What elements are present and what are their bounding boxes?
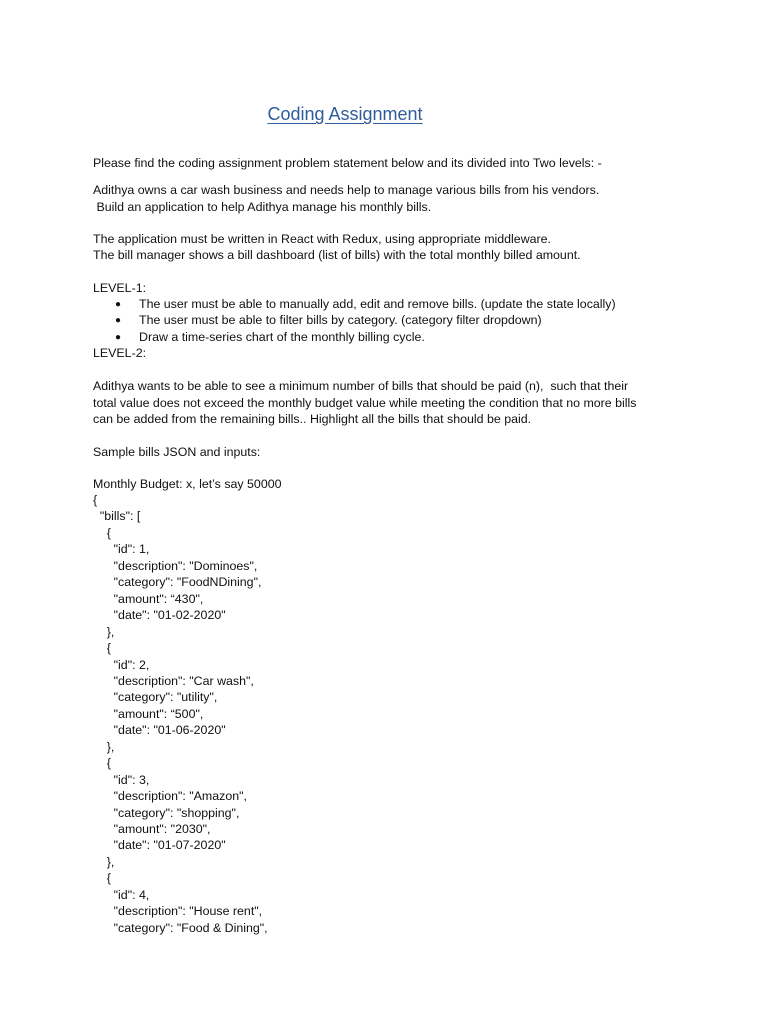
json-line: "amount": “500", [93,706,204,721]
json-line: "id": 1, [93,542,150,557]
json-line: "category": "Food & Dining", [93,920,268,935]
bullet-icon: ● [115,332,122,343]
json-line: "description": "Dominoes", [93,558,258,573]
level1-heading: LEVEL-1: [93,281,147,295]
json-line: "bills": [ [93,509,141,524]
json-line: { [93,641,111,656]
para2-line2: The bill manager shows a bill dashboard (list of bills) with the total monthly billed amount. [93,248,581,262]
level1-item-3: Draw a time-series chart of the monthly billing cycle. [139,330,425,344]
para2-line1: The application must be written in React with Redux, using appropriate middleware. [93,232,551,246]
json-line: "category": "utility", [93,690,218,705]
para1-line1: Adithya owns a car wash business and needs help to manage various bills from his vendors. [93,183,600,197]
para3-line3: can be added from the remaining bills.. Highlight all the bills that should be paid. [93,412,532,426]
json-line: }, [93,854,115,869]
json-line: "id": 2, [93,657,150,672]
bullet-icon: ● [115,299,122,310]
json-line: "id": 4, [93,887,150,902]
json-line: "description": "House rent", [93,904,263,919]
json-line: "date": "01-06-2020" [93,723,226,738]
document-title: Coding Assignment [267,104,423,124]
json-line: { [93,525,111,540]
json-line: "amount": “430", [93,591,204,606]
json-line: { [93,756,111,771]
json-line: { [93,493,98,507]
json-line: }, [93,624,115,639]
level2-heading: LEVEL-2: [93,346,147,360]
json-line: "id": 3, [93,772,150,787]
json-line: "category": "FoodNDining", [93,575,262,590]
json-line: { [93,871,111,886]
json-line: "description": "Amazon", [93,789,247,804]
json-line: "date": "01-02-2020" [93,608,226,623]
level1-item-2: The user must be able to filter bills by category. (category filter dropdown) [139,313,542,327]
json-line: "description": "Car wash", [93,673,254,688]
para3-line2: total value does not exceed the monthly budget value while meeting the condition that no more bills [93,396,637,410]
json-line: }, [93,739,115,754]
para1-line2: Build an application to help Adithya manage his monthly bills. [93,200,432,214]
bullet-icon: ● [115,315,122,326]
sample-heading: Sample bills JSON and inputs: [93,445,261,459]
para3-line1: Adithya wants to be able to see a minimum number of bills that should be paid (n), such that their [93,379,629,393]
json-line: "amount": "2030", [93,822,211,836]
level1-item-1: The user must be able to manually add, edit and remove bills. (update the state locally) [139,297,616,311]
json-line: "category": "shopping", [93,805,240,820]
intro-text: Please find the coding assignment problem statement below and its divided into Two levels: - [93,156,602,170]
budget-line: Monthly Budget: x, let’s say 50000 [93,477,282,491]
json-line: "date": "01-07-2020" [93,838,226,853]
